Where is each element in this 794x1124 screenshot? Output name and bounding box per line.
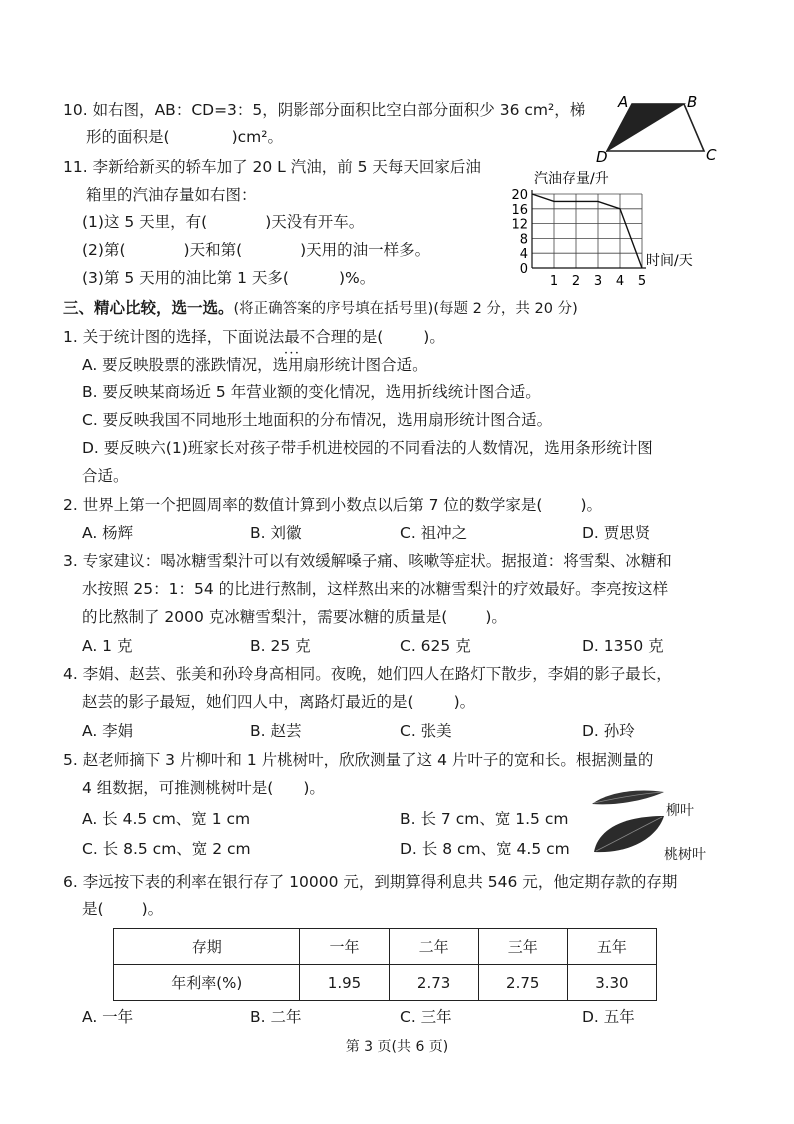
label-a: A: [618, 93, 629, 111]
x-tick-label: 3: [593, 274, 603, 289]
q6-option-c[interactable]: C. 三年: [400, 1008, 452, 1026]
q5-option-a[interactable]: A. 长 4.5 cm、宽 1 cm: [82, 810, 251, 828]
q6-line1: 6. 李远按下表的利率在银行存了 10000 元，到期算得利息共 546 元，他定期存款的存期: [63, 873, 678, 891]
x-tick-label: 2: [571, 274, 581, 289]
q2-option-c[interactable]: C. 祖冲之: [400, 524, 468, 542]
q1-option-d-cont: 合适。: [82, 467, 129, 485]
table-header-row: [114, 929, 657, 965]
q5-line2: 4 组数据，可推测桃树叶是( )。: [82, 779, 325, 797]
label-c: C: [706, 146, 717, 164]
y-tick-label: 16: [511, 202, 528, 218]
q2-stem: 2. 世界上第一个把圆周率的数值计算到小数点以后第 7 位的数学家是( )。: [63, 496, 603, 514]
q6-option-b[interactable]: B. 二年: [250, 1008, 302, 1026]
q1-stem: 1. 关于统计图的选择，下面说法最不合理 • • •的是( )。: [63, 326, 445, 348]
q6-option-a[interactable]: A. 一年: [82, 1008, 134, 1026]
peach-leaf-label: 桃树叶: [664, 847, 706, 863]
table-cell: 二年: [389, 929, 478, 965]
y-tick-label: 20: [511, 188, 528, 203]
table-cell: 2.73: [389, 965, 478, 1001]
emphasis-text: 最不合理 • • •: [284, 328, 346, 346]
q2-option-d[interactable]: D. 贾思贤: [582, 524, 651, 542]
chart-title: 汽油存量/升: [534, 171, 609, 187]
q10-line1: 10. 如右图，AB：CD=3：5，阴影部分面积比空白部分面积少 36 cm²，梯: [63, 101, 586, 119]
q4-option-b[interactable]: B. 赵芸: [250, 722, 302, 740]
q5-option-c[interactable]: C. 长 8.5 cm、宽 2 cm: [82, 840, 251, 858]
table-cell: 三年: [478, 929, 567, 965]
q1-option-c[interactable]: C. 要反映我国不同地形土地面积的分布情况，选用扇形统计图合适。: [82, 411, 553, 429]
q3-option-b[interactable]: B. 25 克: [250, 637, 311, 655]
x-tick-label: 4: [615, 274, 625, 289]
y-tick-label: 4: [519, 247, 528, 263]
q11-sub3: (3)第 5 天用的油比第 1 天多( )%。: [82, 269, 376, 287]
q6-line2: 是( )。: [82, 900, 164, 918]
q5-option-b[interactable]: B. 长 7 cm、宽 1.5 cm: [400, 810, 569, 828]
x-tick-label: 1: [549, 274, 559, 289]
q3-line1: 3. 专家建议：喝冰糖雪梨汁可以有效缓解嗓子痛、咳嗽等症状。据报道：将雪梨、冰糖和: [63, 552, 672, 570]
table-cell: 2.75: [478, 965, 567, 1001]
q4-option-a[interactable]: A. 李娟: [82, 722, 134, 740]
q6-option-d[interactable]: D. 五年: [582, 1008, 635, 1026]
section-heading: 三、精心比较，选一选。(将正确答案的序号填在括号里)(每题 2 分，共 20 分): [63, 299, 578, 317]
y-tick-label: 12: [511, 217, 528, 233]
x-tick-label: 5: [637, 274, 647, 289]
interest-rate-table: [113, 928, 657, 1001]
q1-option-b[interactable]: B. 要反映某商场近 5 年营业额的变化情况，选用折线统计图合适。: [82, 383, 541, 401]
label-b: B: [687, 93, 698, 111]
q4-line2: 赵芸的影子最短，她们四人中，离路灯最近的是( )。: [82, 693, 476, 711]
q5-option-d[interactable]: D. 长 8 cm、宽 4.5 cm: [400, 840, 570, 858]
x-axis-label: 时间/天: [646, 253, 693, 269]
y-tick-label: 0: [519, 262, 528, 277]
willow-leaf-label: 柳叶: [666, 803, 694, 819]
q4-option-c[interactable]: C. 张美: [400, 722, 452, 740]
q11-line2: 箱里的汽油存量如右图：: [86, 186, 257, 204]
willow-leaf-icon: [590, 786, 666, 810]
q1-option-d[interactable]: D. 要反映六(1)班家长对孩子带手机进校园的不同看法的人数情况，选用条形统计图: [82, 439, 653, 457]
q3-option-a[interactable]: A. 1 克: [82, 637, 133, 655]
table-cell: 一年: [300, 929, 389, 965]
label-d: D: [596, 148, 608, 164]
q11-line1: 11. 李新给新买的轿车加了 20 L 汽油，前 5 天每天回家后油: [63, 158, 481, 176]
q4-line1: 4. 李娟、赵芸、张美和孙玲身高相同。夜晚，她们四人在路灯下散步，李娟的影子最长，: [63, 665, 672, 683]
page-number: 第 3 页(共 6 页): [345, 1039, 449, 1055]
q11-sub1: (1)这 5 天里，有( )天没有开车。: [82, 213, 365, 231]
q2-option-a[interactable]: A. 杨辉: [82, 524, 134, 542]
q3-line2: 水按照 25：1：54 的比进行熬制，这样熬出来的冰糖雪梨汁的疗效最好。李亮按这样: [82, 580, 669, 598]
table-row: [114, 965, 657, 1001]
shaded-triangle: [607, 104, 684, 151]
q10-line2: 形的面积是( )cm²。: [86, 128, 283, 146]
q3-option-d[interactable]: D. 1350 克: [582, 637, 664, 655]
table-cell: 1.95: [300, 965, 389, 1001]
q3-line3: 的比熬制了 2000 克冰糖雪梨汁，需要冰糖的质量是( )。: [82, 608, 507, 626]
series-line: [532, 194, 642, 268]
peach-leaf-icon: [592, 812, 666, 856]
trapezoid-figure: [594, 92, 724, 164]
y-tick-label: 8: [519, 232, 528, 248]
q2-option-b[interactable]: B. 刘徽: [250, 524, 302, 542]
table-cell: 五年: [567, 929, 656, 965]
table-cell: 3.30: [567, 965, 656, 1001]
q3-option-c[interactable]: C. 625 克: [400, 637, 471, 655]
fuel-line-chart: [500, 164, 722, 292]
q4-option-d[interactable]: D. 孙玲: [582, 722, 635, 740]
q1-option-a[interactable]: A. 要反映股票的涨跌情况，选用扇形统计图合适。: [82, 356, 428, 374]
table-cell: 年利率(%): [114, 965, 300, 1001]
q5-line1: 5. 赵老师摘下 3 片柳叶和 1 片桃树叶，欣欣测量了这 4 片叶子的宽和长。根据测量的: [63, 751, 654, 769]
q11-sub2: (2)第( )天和第( )天用的油一样多。: [82, 241, 431, 259]
table-cell: 存期: [114, 929, 300, 965]
